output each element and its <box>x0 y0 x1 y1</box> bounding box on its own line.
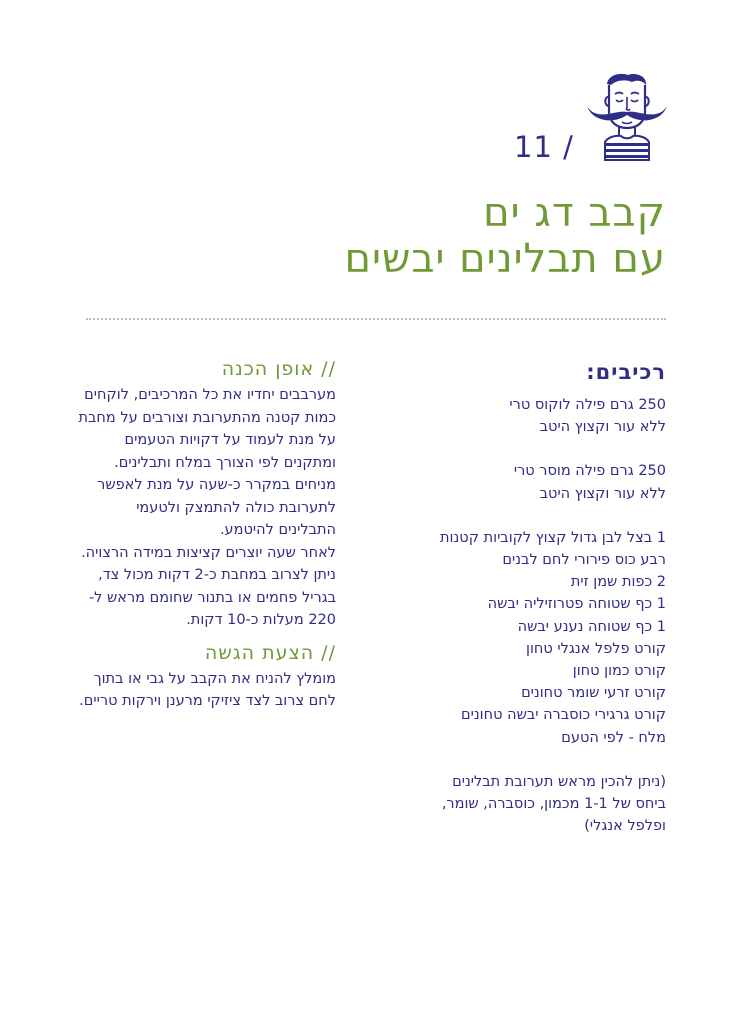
ingredient-line: קורט גרגירי כוסברה יבשה טחונים <box>460 707 666 724</box>
ingredient-line: ללא עור וקצוץ היטב <box>539 485 666 502</box>
recipe-number: 11 / <box>514 130 574 164</box>
recipe-title-line: עם תבלינים יבשים <box>344 236 666 282</box>
ingredient-group <box>366 460 666 504</box>
ingredient-line: מלח - לפי הטעם <box>561 729 666 746</box>
recipe-title-line: קבב דג ים <box>483 190 666 236</box>
preparation-heading: // אופן הכנה <box>221 358 336 380</box>
ingredient-line: רבע כוס פירורי לחם לבנים <box>502 552 666 569</box>
ingredient-line: 2 כפות שמן זית <box>570 574 666 591</box>
ingredients-heading: רכיבים: <box>586 360 666 384</box>
dotted-divider <box>86 318 666 320</box>
ingredient-note-line: ביחס של 1-1 מכמון, כוסברה, שומר, <box>441 796 666 813</box>
ingredient-group <box>366 527 666 749</box>
ingredient-line: 250 גרם פילה מוסר טרי <box>513 463 666 480</box>
ingredient-note-line: (ניתן להכין מראש תערובת תבלינים <box>452 773 666 790</box>
ingredient-line: ללא עור וקצוץ היטב <box>539 419 666 436</box>
preparation-paragraph: מניחים במקרר כ-שעה על מנת לאפשר לתערובת כולה להתמצק ולטעמי התבלינים להיטמע. <box>97 477 336 538</box>
ingredient-line: 1 בצל לבן גדול קצוץ לקוביות קטנות <box>440 529 666 546</box>
method-section <box>78 358 336 713</box>
ingredient-line: 1 כף שטוחה פטרוזיליה יבשה <box>487 596 666 613</box>
ingredient-note-line: ופלפל אנגלי) <box>584 818 666 835</box>
ingredient-line: קורט פלפל אנגלי טחון <box>526 640 666 657</box>
preparation-paragraph: לאחר שעה יוצרים קציצות במידה הרצויה. ניתן לצרוב במחבת כ-2 דקות מכול צד, בגריל פחמים או בתנור שחומם מראש ל- 220 מעלות כ-10 דקות. <box>81 544 336 628</box>
serving-heading: // הצעת הגשה <box>204 641 336 664</box>
ingredient-group <box>366 394 666 438</box>
ingredient-line: קורט כמון טחון <box>572 663 666 680</box>
fisherman-mascot-icon <box>586 70 668 162</box>
serving-paragraph: מומלץ להניח את הקבב על גבי או בתוך לחם צרוב לצד ציזיקי מרענן וירקות טריים. <box>79 670 336 709</box>
ingredient-line: 250 גרם פילה לוקוס טרי <box>509 397 666 413</box>
ingredient-line: קורט זרעי שומר טחונים <box>521 685 666 702</box>
ingredients-section <box>366 360 666 859</box>
recipe-title <box>206 190 666 282</box>
ingredient-note <box>366 771 666 838</box>
ingredient-line: 1 כף שטוחה נענע יבשה <box>517 618 666 635</box>
preparation-paragraph: מערבבים יחדיו את כל המרכיבים, לוקחים כמות קטנה מהתערובת וצורבים על מחבת על מנת לעמוד על דקויות הטעמים ומתקנים לפי הצורך במלח ותבלינים. <box>78 387 336 471</box>
